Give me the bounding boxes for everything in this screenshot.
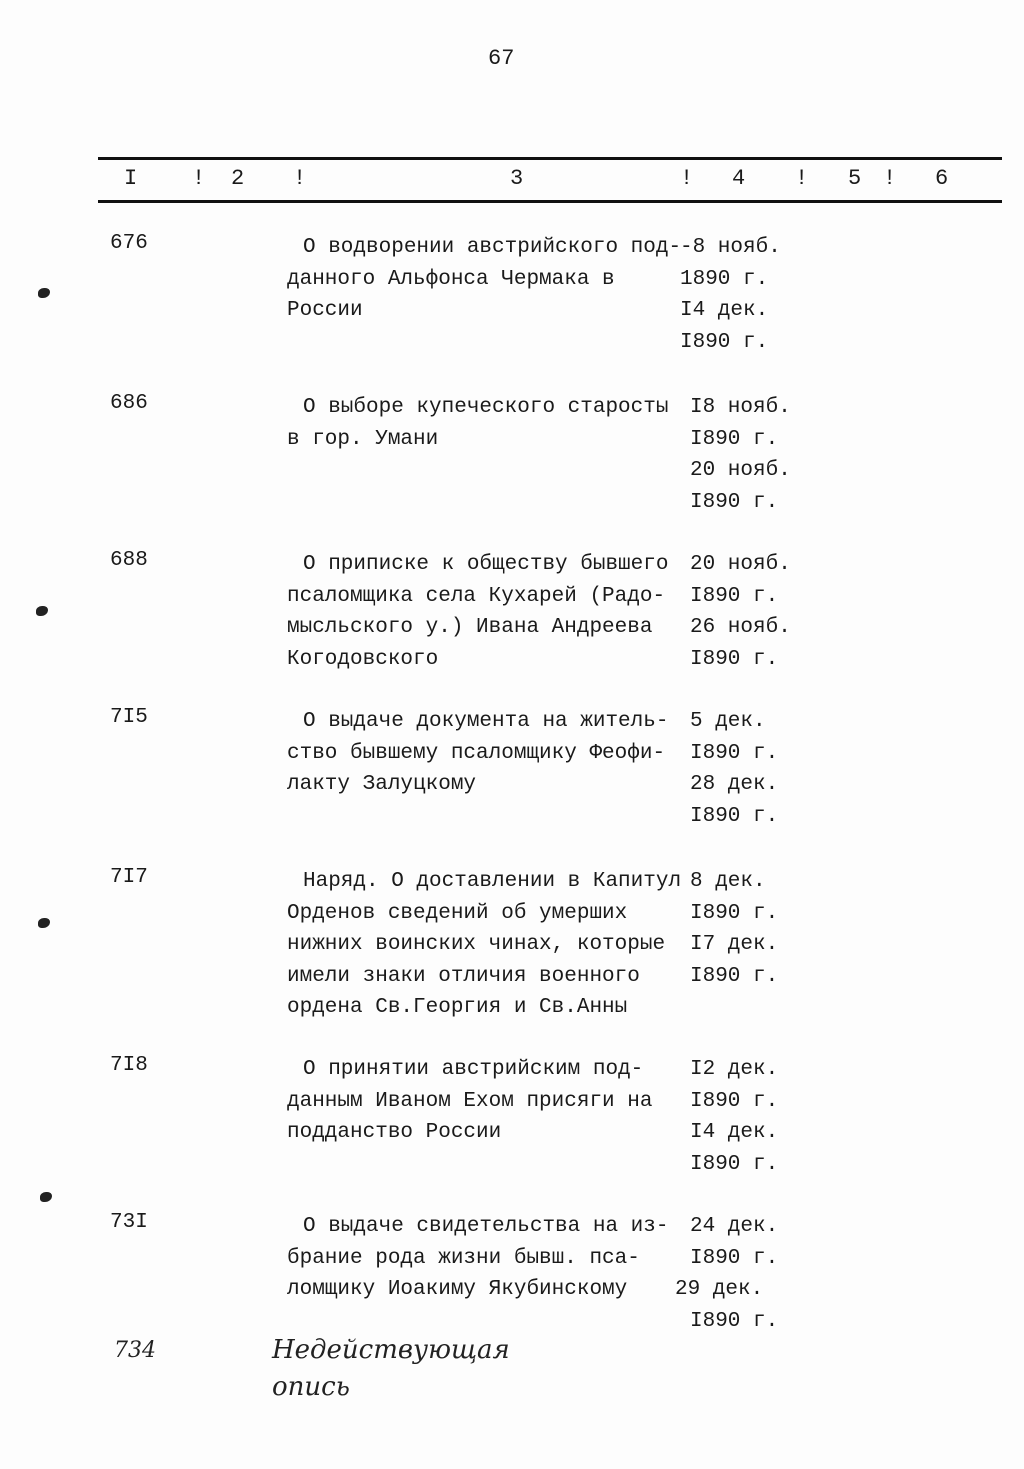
handwritten-note-line2: опись bbox=[272, 1372, 350, 1402]
date-line: I890 г. bbox=[690, 964, 779, 988]
entry-dates bbox=[690, 549, 791, 675]
description-line: О выборе купеческого старосты bbox=[303, 396, 669, 419]
page-number: 67 bbox=[488, 46, 515, 71]
description-line: имели знаки отличия военного bbox=[287, 964, 640, 988]
description-line: России bbox=[287, 299, 363, 322]
date-line: I890 г. bbox=[690, 1309, 779, 1333]
column-separator: ! bbox=[883, 166, 897, 191]
entry-number: 688 bbox=[110, 549, 148, 572]
date-line: 26 нояб. bbox=[690, 616, 791, 639]
description-line: данным Иваном Ехом присяги на bbox=[287, 1089, 653, 1113]
entry-dates bbox=[675, 1211, 779, 1337]
column-header-label: 6 bbox=[935, 166, 949, 191]
date-line: I7 дек. bbox=[690, 933, 779, 956]
date-line: I890 г. bbox=[690, 490, 779, 514]
date-line: I890 г. bbox=[690, 427, 779, 451]
entry-description bbox=[287, 549, 668, 675]
description-line: О принятии австрийским под- bbox=[303, 1058, 644, 1081]
punch-hole-mark bbox=[40, 1192, 52, 1202]
column-header-label: 3 bbox=[510, 166, 524, 191]
entry-description bbox=[287, 706, 668, 801]
entry-number: 676 bbox=[110, 232, 148, 255]
entry-description bbox=[287, 1054, 652, 1149]
column-separator: ! bbox=[192, 166, 206, 191]
entry-description bbox=[287, 232, 681, 327]
entry-dates bbox=[690, 706, 778, 832]
column-separator: ! bbox=[795, 166, 809, 191]
date-line: I890 г. bbox=[690, 647, 779, 671]
entry-dates bbox=[690, 392, 791, 518]
date-line: 8 дек. bbox=[690, 870, 766, 893]
date-line: I890 г. bbox=[690, 584, 779, 608]
punch-hole-mark bbox=[38, 918, 50, 928]
entry-number: 7I8 bbox=[110, 1054, 148, 1077]
column-separator: ! bbox=[680, 166, 694, 191]
date-line: I890 г. bbox=[690, 1152, 779, 1176]
entry-dates bbox=[680, 232, 781, 358]
entry-number: 7I5 bbox=[110, 706, 148, 729]
entry-dates bbox=[690, 1054, 778, 1180]
date-line: I890 г. bbox=[690, 901, 779, 925]
entry-number: 73I bbox=[110, 1211, 148, 1234]
handwritten-number: 734 bbox=[114, 1338, 156, 1363]
entry-number: 7I7 bbox=[110, 866, 148, 889]
header-bottom-rule bbox=[98, 200, 1002, 203]
date-line: I2 дек. bbox=[690, 1058, 779, 1081]
entry-dates bbox=[690, 866, 778, 992]
date-line: I4 дек. bbox=[690, 1121, 779, 1144]
header-top-rule bbox=[98, 157, 1002, 160]
description-line: ство бывшему псаломщику Феофи- bbox=[287, 741, 666, 765]
date-line: I890 г. bbox=[680, 330, 769, 354]
punch-hole-mark bbox=[38, 288, 50, 298]
description-line: псаломщика села Кухарей (Радо- bbox=[287, 584, 666, 608]
description-line: в гор. Умани bbox=[287, 427, 439, 451]
date-line: I8 нояб. bbox=[690, 396, 791, 419]
column-separator: ! bbox=[293, 166, 307, 191]
description-line: данного Альфонса Чермака в bbox=[287, 267, 615, 291]
date-line: 28 дек. bbox=[690, 773, 779, 796]
description-line: О выдаче документа на житель- bbox=[303, 710, 669, 733]
date-line: I890 г. bbox=[690, 804, 779, 828]
column-header-label: 5 bbox=[848, 166, 862, 191]
entry-number: 686 bbox=[110, 392, 148, 415]
description-line: Когодовского bbox=[287, 647, 439, 671]
entry-description bbox=[287, 866, 681, 1024]
date-line: I890 г. bbox=[690, 1246, 779, 1270]
date-line: I890 г. bbox=[690, 1089, 779, 1113]
description-line: ломщику Иоакиму Якубинскому bbox=[287, 1278, 628, 1301]
date-line: 1890 г. bbox=[680, 267, 769, 291]
description-line: подданство России bbox=[287, 1121, 502, 1144]
date-line: I890 г. bbox=[690, 741, 779, 765]
date-line: 24 дек. bbox=[690, 1215, 779, 1238]
description-line: брание рода жизни бывш. пса- bbox=[287, 1246, 640, 1270]
date-line: 20 нояб. bbox=[690, 553, 791, 576]
description-line: нижних воинских чинах, которые bbox=[287, 933, 666, 956]
date-line: -8 нояб. bbox=[680, 236, 781, 259]
description-line: О выдаче свидетельства на из- bbox=[303, 1215, 669, 1238]
handwritten-note-line1: Недействующая bbox=[272, 1335, 510, 1365]
description-line: О приписке к обществу бывшего bbox=[303, 553, 669, 576]
description-line: мысльского у.) Ивана Андреева bbox=[287, 616, 653, 639]
entry-description bbox=[287, 1211, 668, 1306]
column-header-label: 4 bbox=[732, 166, 746, 191]
description-line: Орденов сведений об умерших bbox=[287, 901, 628, 925]
column-header-label: 2 bbox=[231, 166, 245, 191]
date-line: 20 нояб. bbox=[690, 459, 791, 482]
description-line: лакту Залуцкому bbox=[287, 773, 477, 796]
description-line: Наряд. О доставлении в Капитул bbox=[303, 870, 682, 893]
description-line: О водворении австрийского под- bbox=[303, 236, 682, 259]
description-line: ордена Св.Георгия и Св.Анны bbox=[287, 996, 628, 1019]
column-header-label: I bbox=[124, 166, 138, 191]
date-line: 29 дек. bbox=[675, 1278, 764, 1301]
punch-hole-mark bbox=[36, 606, 48, 616]
entry-description bbox=[287, 392, 668, 455]
date-line: I4 дек. bbox=[680, 299, 769, 322]
date-line: 5 дек. bbox=[690, 710, 766, 733]
